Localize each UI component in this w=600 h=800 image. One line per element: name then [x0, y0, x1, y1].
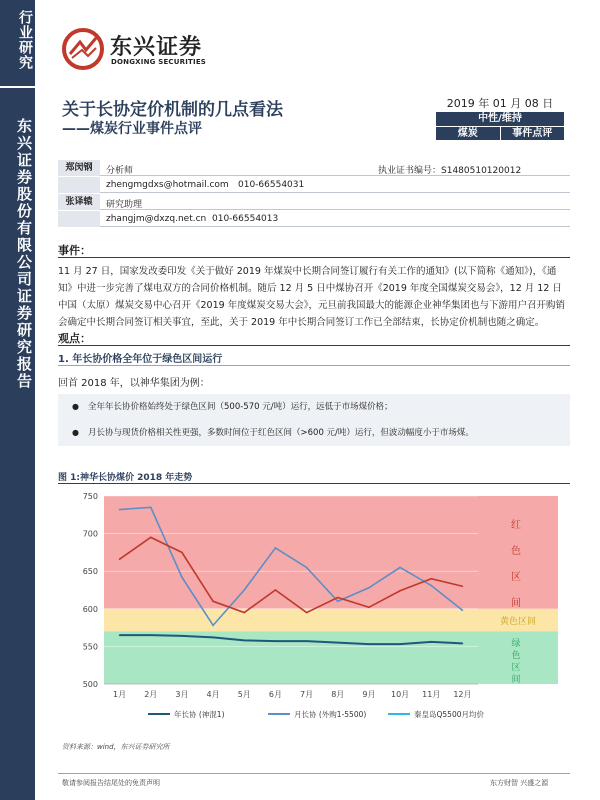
series-point: [368, 606, 370, 608]
series-point: [181, 576, 183, 578]
rating-badge: 中性/维持: [436, 112, 564, 126]
analyst-name: [58, 211, 100, 227]
cert-label: [378, 163, 521, 176]
y-tick-label: 700: [82, 529, 98, 539]
tag-row: [436, 127, 564, 140]
x-tick-label: 5月: [237, 690, 251, 699]
event-rule: [58, 257, 570, 258]
series-point: [119, 634, 121, 636]
dongxing-logo-icon: [62, 28, 104, 70]
bullet-text: 全年年长协价格始终处于绿色区间（500-570 元/吨）运行，远低于市场煤价格；: [88, 402, 393, 412]
view-rule: [58, 345, 570, 346]
series-point: [430, 641, 432, 643]
x-tick-label: 6月: [268, 690, 282, 699]
series-point: [243, 612, 245, 614]
analyst-row: [58, 160, 570, 176]
series-point: [462, 610, 464, 612]
x-tick-label: 9月: [362, 690, 376, 699]
x-tick-label: 7月: [300, 690, 314, 699]
event-heading: 事件：: [58, 244, 91, 257]
legend-label: 秦皇岛Q5500月均价: [414, 710, 484, 719]
report-title: 关于长协定价机制的几点看法: [62, 100, 283, 120]
series-point: [212, 600, 214, 602]
series-point: [150, 634, 152, 636]
logo-cn: 东兴证券: [110, 35, 203, 60]
series-point: [399, 567, 401, 569]
analyst-email[interactable]: zhangjm@dxzq.net.cn: [106, 214, 207, 224]
analyst-phone: 010-66554013: [212, 214, 279, 224]
series-point: [150, 537, 152, 539]
band-label-yellow: 黄色区间: [499, 617, 537, 628]
y-tick-label: 500: [82, 680, 98, 689]
sidebar-org: 东兴证券股份有限公司证券研究报告: [15, 118, 33, 390]
event-text: 11 月 27 日，国家发改委印发《关于做好 2019 年煤炭中长期合同签订履行有关工作的通知》(以下简称《通知》)，《通知》中进一步完善了煤电双方的合同价格机制。随后 12 月 5 日中煤协召开《2019 年度全国煤炭交易会》，12 月 12 日中国（太原）煤炭交易中心召开《2019 年度煤炭交易大会》，元旦前我国最大的能源企业神华集团也与下游用户召开购销会确定中长期合同签订相关事宜，至此，关于 2019 年中长期合同签订工作已全部结束，长协定价机制也随之确定。: [58, 266, 565, 328]
cert-label-text: 执业证书编号：: [378, 166, 442, 176]
legend-label: 月长协 (外购1-5500): [294, 710, 367, 719]
x-tick-label: 1月: [113, 690, 127, 699]
series-point: [181, 552, 183, 554]
y-tick-label: 600: [82, 604, 98, 614]
series-point: [119, 558, 121, 560]
analyst-role: 研究助理: [106, 200, 143, 210]
analyst-name: 张译辕: [58, 194, 100, 210]
view-intro: 回首 2018 年，以神华集团为例：: [58, 378, 210, 389]
series-point: [337, 597, 339, 599]
band-label-green: 区: [511, 663, 521, 673]
series-point: [275, 589, 277, 591]
series-point: [212, 625, 214, 627]
y-tick-label: 750: [82, 492, 98, 501]
series-point: [337, 600, 339, 602]
x-tick-label: 11月: [422, 690, 441, 699]
series-point: [399, 643, 401, 645]
y-tick-label: 650: [82, 567, 98, 577]
band-label-green: 绿: [511, 639, 521, 649]
view-subrule: [58, 365, 570, 366]
band-label-red: 区: [511, 572, 521, 583]
report-date: 2019 年 01 月 08 日: [436, 95, 564, 115]
series-point: [368, 643, 370, 645]
report-type-tag: 事件点评: [500, 127, 565, 140]
series-point: [212, 637, 214, 639]
series-point: [119, 509, 121, 511]
series-point: [181, 635, 183, 637]
footer-rule: [58, 773, 570, 774]
view-subheading: 1. 年长协价格全年位于绿色区间运行: [58, 354, 223, 365]
sidebar-category: 行业研究: [17, 10, 33, 70]
analyst-row: [58, 194, 570, 210]
series-point: [399, 590, 401, 592]
x-tick-label: 3月: [175, 690, 189, 699]
report-subtitle: ——煤炭行业事件点评: [62, 121, 202, 137]
coal-price-chart: [58, 488, 570, 728]
series-point: [462, 643, 464, 645]
company-logo: [62, 26, 232, 76]
x-tick-label: 4月: [206, 690, 220, 699]
view-heading: 观点：: [58, 332, 91, 345]
series-point: [462, 585, 464, 587]
chart-source: 资料来源：wind，东兴证券研究所: [62, 743, 170, 751]
analyst-name: 郑闵钢: [58, 160, 100, 176]
bullet-dot-icon: ●: [72, 402, 79, 411]
series-point: [275, 640, 277, 642]
footer-disclaimer: 敬请参阅报告结尾处的免责声明: [62, 779, 160, 787]
series-point: [430, 585, 432, 587]
analyst-phone: 010-66554031: [238, 180, 305, 190]
bullet-item: [58, 394, 570, 420]
series-point: [306, 612, 308, 614]
band-label-green: 色: [511, 651, 521, 661]
y-tick-label: 550: [82, 642, 98, 652]
bullet-item: [58, 420, 570, 446]
series-point: [275, 547, 277, 549]
chart-band: [104, 496, 558, 609]
band-label-green: 间: [511, 675, 521, 685]
x-tick-label: 10月: [390, 690, 410, 699]
logo-en: DONGXING SECURITIES: [111, 58, 207, 66]
series-point: [306, 640, 308, 642]
chart-band: [104, 609, 558, 632]
analyst-email[interactable]: zhengmgdxs@hotmail.com: [106, 180, 229, 190]
series-point: [243, 589, 245, 591]
band-label-red: 间: [511, 598, 521, 609]
series-point: [430, 578, 432, 580]
legend-label: 年长协 (神混1): [174, 710, 225, 719]
x-tick-label: 12月: [453, 690, 472, 699]
series-point: [337, 642, 339, 644]
series-point: [306, 567, 308, 569]
cert-number: S1480510120012: [441, 166, 522, 176]
bullet-dot-icon: ●: [72, 428, 79, 437]
series-point: [150, 506, 152, 508]
x-tick-label: 8月: [331, 690, 345, 699]
footer-slogan: 东方财智 兴盛之源: [490, 779, 549, 787]
series-point: [368, 587, 370, 589]
x-tick-label: 2月: [144, 690, 158, 699]
bullet-text: 月长协与现货价格相关性更强，多数时间位于红色区间（>600 元/吨）运行，但波动幅度小于市场煤。: [88, 428, 474, 438]
band-label-red: 色: [511, 546, 521, 557]
industry-tag: 煤炭: [436, 127, 500, 140]
analyst-role: 分析师: [106, 166, 134, 176]
band-label-red: 红: [511, 520, 521, 531]
figure-caption: 图 1:神华长协煤价 2018 年走势: [58, 470, 570, 484]
series-point: [243, 640, 245, 642]
analyst-name: [58, 177, 100, 193]
analyst-row: [58, 211, 570, 227]
analyst-row: [58, 177, 570, 193]
chart-band: [104, 631, 558, 684]
